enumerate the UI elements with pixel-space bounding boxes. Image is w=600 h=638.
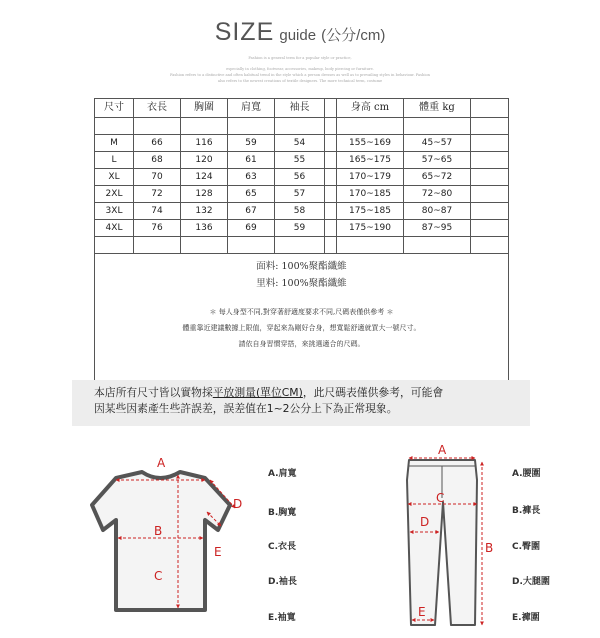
cell: 132 bbox=[181, 203, 228, 220]
header-blank-end bbox=[471, 99, 509, 118]
fit-note-3: 請依自身習慣穿搭，來挑選適合的尺碼。 bbox=[238, 340, 365, 348]
cell bbox=[471, 203, 509, 220]
notice-line-2: 因某些因素產生些許誤差，誤差值在1~2公分上下為正常現象。 bbox=[94, 402, 398, 415]
cell: M bbox=[95, 135, 134, 152]
cell: 128 bbox=[181, 186, 228, 203]
cell: 87~95 bbox=[404, 220, 471, 237]
notice-text: ，此尺碼表僅供參考，可能會 bbox=[302, 386, 444, 399]
measurement-notice bbox=[72, 380, 530, 426]
fine-print-1: Fashion is a general term for a popular style or practice, bbox=[248, 56, 352, 60]
cell: 80~87 bbox=[404, 203, 471, 220]
cell: 69 bbox=[228, 220, 275, 237]
label-c: C bbox=[154, 569, 163, 583]
header-sleeve: 袖長 bbox=[275, 99, 325, 118]
cell: 61 bbox=[228, 152, 275, 169]
cell: 175~190 bbox=[337, 220, 404, 237]
cell: 65 bbox=[228, 186, 275, 203]
pants-legend-a: A.腰圍 bbox=[512, 469, 541, 479]
cell: 72 bbox=[134, 186, 181, 203]
cell: 67 bbox=[228, 203, 275, 220]
cell bbox=[471, 220, 509, 237]
cell bbox=[471, 186, 509, 203]
pants-label-c: C bbox=[436, 491, 445, 505]
pants-label-b: B bbox=[485, 541, 494, 555]
cell: 2XL bbox=[95, 186, 134, 203]
cell: 4XL bbox=[95, 220, 134, 237]
cell: 55 bbox=[275, 152, 325, 169]
cell: 3XL bbox=[95, 203, 134, 220]
cell: 170~179 bbox=[337, 169, 404, 186]
fit-note-2: 體重靠近建議數據上限值，穿起來為剛好合身，想寬鬆舒適就買大一號尺寸。 bbox=[182, 324, 421, 332]
cell: 70 bbox=[134, 169, 181, 186]
cell: 66 bbox=[134, 135, 181, 152]
cell: 54 bbox=[275, 135, 325, 152]
title-main: SIZE bbox=[214, 18, 275, 46]
table-notes-row bbox=[95, 254, 509, 385]
cell: 57 bbox=[275, 186, 325, 203]
cell: 74 bbox=[134, 203, 181, 220]
header-chest: 胸圍 bbox=[181, 99, 228, 118]
cell bbox=[325, 186, 337, 203]
cell bbox=[325, 169, 337, 186]
table-spacer-row bbox=[95, 237, 509, 254]
fine-print-2: especially in clothing, footwear, accessories, makeup, body piercing or furniture. bbox=[226, 67, 374, 71]
material-shell: 面料: 100%聚酯纖維 bbox=[256, 261, 347, 272]
table-row bbox=[95, 220, 509, 237]
cell: 59 bbox=[275, 220, 325, 237]
header-size: 尺寸 bbox=[95, 99, 134, 118]
cell: 76 bbox=[134, 220, 181, 237]
pants-label-e: E bbox=[418, 605, 426, 619]
cell: 59 bbox=[228, 135, 275, 152]
table-row bbox=[95, 169, 509, 186]
pants-legend-b: B.褲長 bbox=[512, 506, 541, 516]
cell bbox=[325, 220, 337, 237]
cell: 65~72 bbox=[404, 169, 471, 186]
label-a: A bbox=[157, 456, 166, 470]
cell: 72~80 bbox=[404, 186, 471, 203]
header-height: 身高 cm bbox=[337, 99, 404, 118]
cell: 170~185 bbox=[337, 186, 404, 203]
cell: 58 bbox=[275, 203, 325, 220]
pants-legend-d: D.大腿圍 bbox=[512, 577, 550, 587]
material-lining: 里料: 100%聚酯纖維 bbox=[256, 278, 347, 289]
cell: 120 bbox=[181, 152, 228, 169]
pants-label-d: D bbox=[420, 515, 430, 529]
notice-text: 本店所有尺寸皆以實物採 bbox=[94, 386, 213, 399]
cell: 136 bbox=[181, 220, 228, 237]
page-title bbox=[0, 18, 600, 47]
cell: 45~57 bbox=[404, 135, 471, 152]
cell: 155~169 bbox=[337, 135, 404, 152]
header-blank bbox=[325, 99, 337, 118]
table-spacer-row bbox=[95, 118, 509, 135]
shirt-legend-c: C.衣長 bbox=[268, 542, 297, 552]
cell: 68 bbox=[134, 152, 181, 169]
cell bbox=[325, 135, 337, 152]
cell: 175~185 bbox=[337, 203, 404, 220]
fit-note-1: ＊ 每人身型不同,對穿著舒適度要求不同,尺碼表僅供參考 ＊ bbox=[209, 308, 394, 316]
cell: 57~65 bbox=[404, 152, 471, 169]
cell: 63 bbox=[228, 169, 275, 186]
pants-legend-c: C.臀圍 bbox=[512, 542, 541, 552]
cell bbox=[325, 152, 337, 169]
shirt-legend-b: B.胸寬 bbox=[268, 508, 297, 518]
cell: 56 bbox=[275, 169, 325, 186]
label-b: B bbox=[154, 524, 163, 538]
header-length: 衣長 bbox=[134, 99, 181, 118]
cell: 124 bbox=[181, 169, 228, 186]
cell: 116 bbox=[181, 135, 228, 152]
size-table bbox=[94, 98, 509, 385]
cell bbox=[471, 169, 509, 186]
title-unit: (公分/cm) bbox=[321, 27, 386, 44]
fine-print-3: Fashion refers to a distinctive and often habitual trend in the style which a person dresses as well as to prevailing styles in behaviour. Fashion bbox=[170, 73, 430, 77]
label-d: D bbox=[233, 497, 243, 511]
tshirt-outline bbox=[92, 472, 230, 610]
cell bbox=[471, 152, 509, 169]
title-guide: guide bbox=[279, 27, 317, 44]
cell bbox=[325, 203, 337, 220]
fine-print-4: also refers to the newest creations of textile designers. The more technical term, costume bbox=[217, 79, 383, 83]
pants-legend-e: E.褲圍 bbox=[512, 613, 540, 623]
cell: XL bbox=[95, 169, 134, 186]
table-header-row bbox=[95, 99, 509, 118]
table-notes bbox=[95, 254, 509, 385]
table-row bbox=[95, 186, 509, 203]
label-e: E bbox=[214, 545, 222, 559]
shirt-legend-a: A.肩寬 bbox=[268, 469, 297, 479]
cell: L bbox=[95, 152, 134, 169]
shirt-legend-e: E.袖寬 bbox=[268, 613, 296, 623]
tshirt-diagram bbox=[90, 450, 270, 630]
pants-diagram bbox=[395, 440, 495, 630]
notice-line-1 bbox=[72, 380, 530, 401]
header-shoulder: 肩寬 bbox=[228, 99, 275, 118]
cell: 165~175 bbox=[337, 152, 404, 169]
cell bbox=[471, 135, 509, 152]
shirt-legend-d: D.袖長 bbox=[268, 577, 297, 587]
table-row bbox=[95, 203, 509, 220]
notice-underlined: 平放測量(單位CM) bbox=[212, 386, 303, 399]
table-row bbox=[95, 135, 509, 152]
pants-label-a: A bbox=[438, 443, 447, 457]
header-weight: 體重 kg bbox=[404, 99, 471, 118]
table-row bbox=[95, 152, 509, 169]
